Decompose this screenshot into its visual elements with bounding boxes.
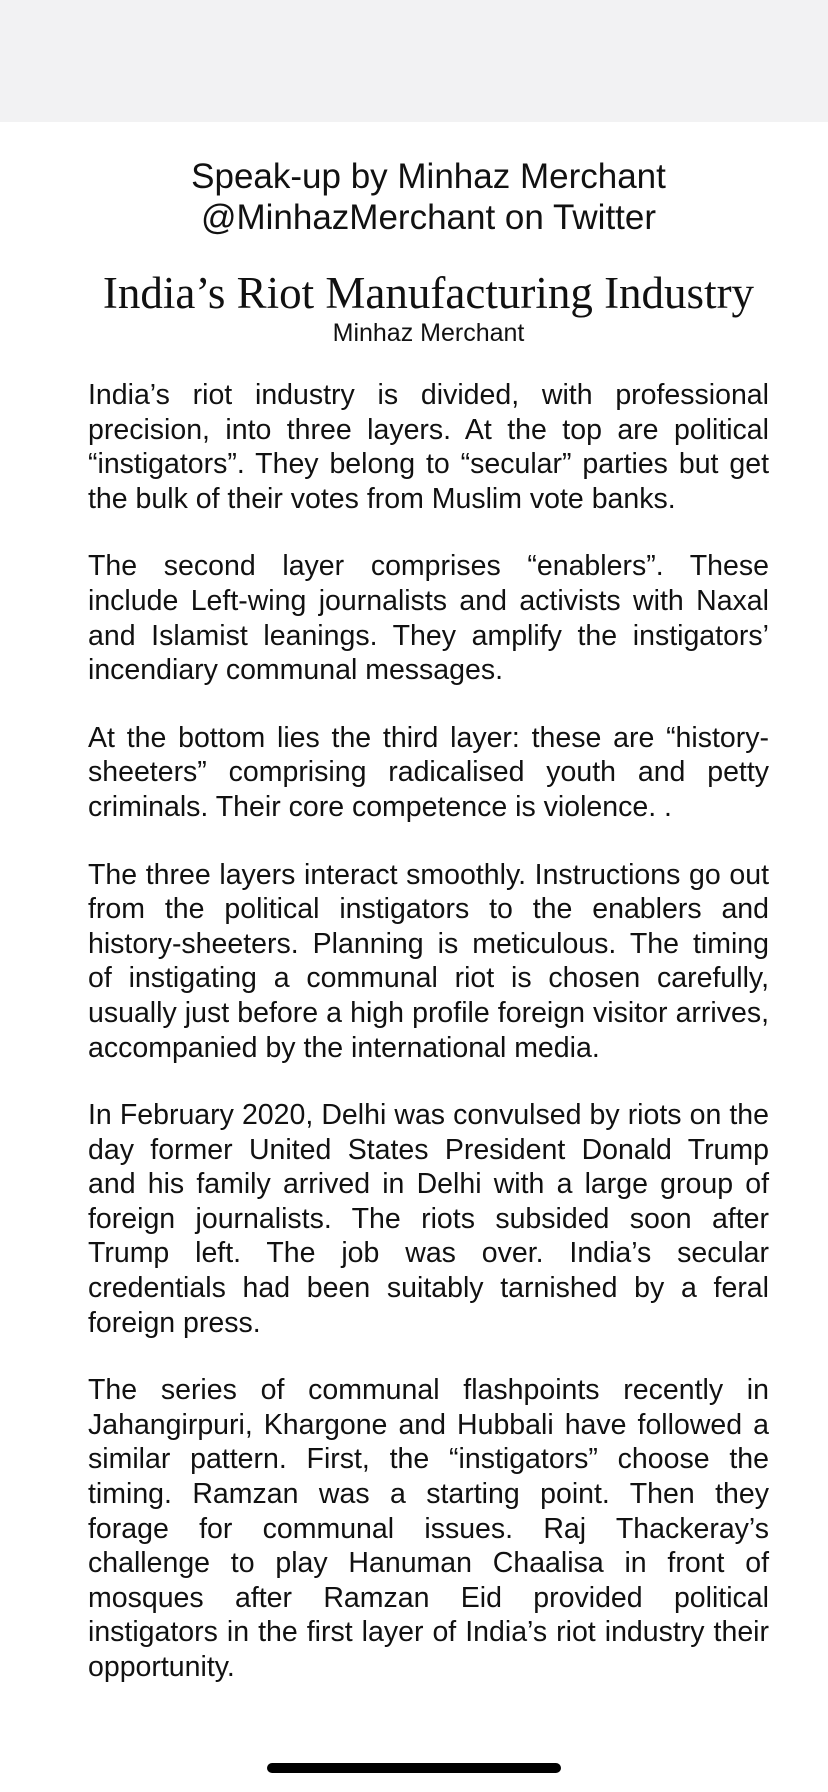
article-paragraph-6: The series of communal flashpoints recently in Jahangirpuri, Khargone and Hubbali have followed a similar pattern. First, the “instigators” choose the timing. Ramzan was a starting point. Then they forage for communal issues. Raj Thackeray’s challenge to play Hanuman Chaalisa in front of mosques after Ramzan Eid provided political instigators in the first layer of India’s riot industry their opportunity. <box>88 1374 769 1683</box>
article-paragraph-3: At the bottom lies the third layer: these are “history-sheeters” comprising radicalised youth and petty criminals. Their core competence is violence. . <box>88 721 769 823</box>
byline <box>88 156 769 238</box>
home-indicator-bar[interactable] <box>267 1763 561 1773</box>
article-author: Minhaz Merchant <box>332 319 525 347</box>
article-paragraph-2: The second layer comprises “enablers”. These include Left-wing journalists and activists with Naxal and Islamist leanings. They amplify the instigators’ incendiary communal messages. <box>88 550 769 687</box>
article-title: India’s Riot Manufacturing Industry <box>102 268 755 318</box>
article-paragraph-5: In February 2020, Delhi was convulsed by riots on the day former United States President Donald Trump and his family arrived in Delhi with a large group of foreign journalists. The riots subsided soon after Trump left. The job was over. India’s secular credentials had been suitably tarnished by a feral foreign press. <box>88 1099 769 1339</box>
article-paragraph-4: The three layers interact smoothly. Instructions go out from the political instigators to the enablers and history-sheeters. Planning is meticulous. The timing of instigating a communal riot is chosen carefully, usually just before a high profile foreign visitor arrives, accompanied by the international media. <box>88 858 769 1064</box>
top-browser-bar <box>0 0 828 122</box>
article-container <box>88 156 769 1718</box>
byline-column-name: Speak-up by Minhaz Merchant <box>191 157 666 196</box>
article-paragraph-1: India’s riot industry is divided, with professional precision, into three layers. At the top are political “instigators”. They belong to “secular” parties but get the bulk of their votes from Muslim vote banks. <box>88 379 769 515</box>
byline-twitter-handle: @MinhazMerchant on Twitter <box>200 198 657 237</box>
article-body <box>88 378 769 1685</box>
